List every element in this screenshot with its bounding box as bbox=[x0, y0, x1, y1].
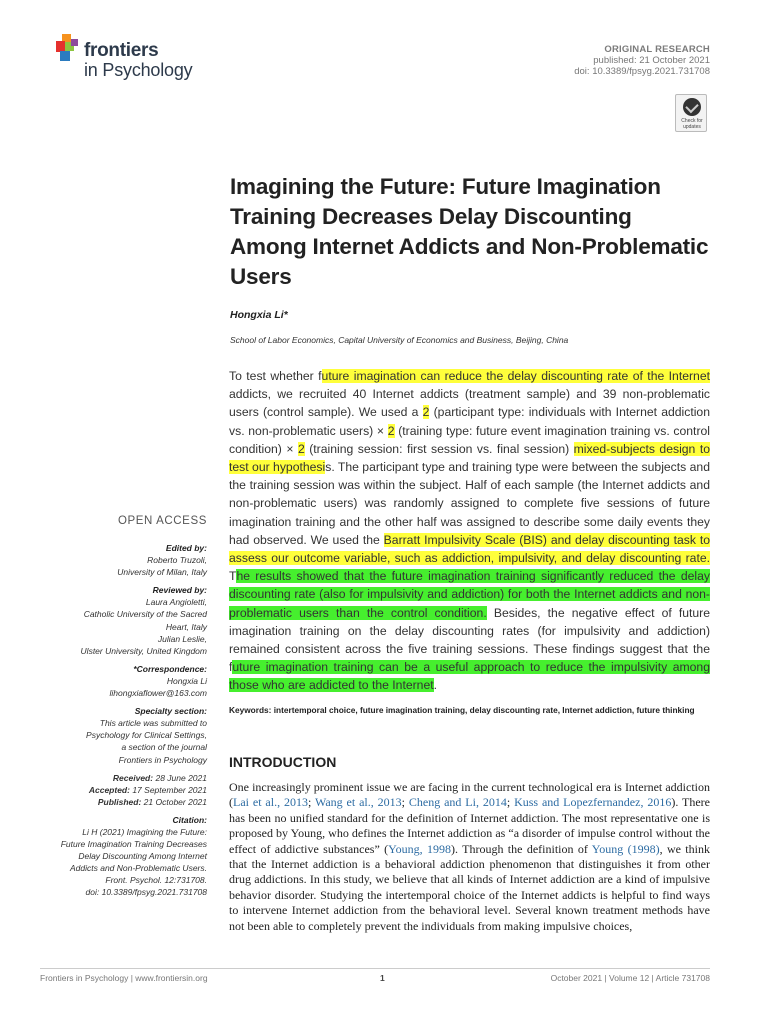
accepted-date bbox=[40, 784, 207, 796]
check-for-updates-badge[interactable] bbox=[675, 94, 707, 132]
dates-section bbox=[40, 772, 207, 808]
citation-label: Citation: bbox=[172, 814, 207, 825]
article-title: Imagining the Future: Future Imagination Training Decreases Delay Discounting Among Internet Addicts and Non-Problematic Users bbox=[230, 174, 709, 289]
highlight-yellow: 2 bbox=[422, 405, 430, 420]
introduction-body bbox=[229, 780, 710, 934]
received-date bbox=[40, 772, 207, 784]
highlight-yellow: uture imagination can reduce the delay discounting rate of the Internet bbox=[321, 369, 710, 383]
citation-doi[interactable]: doi: 10.3389/fpsyg.2021.731708 bbox=[85, 887, 207, 898]
citation-text: Front. Psychol. 12:731708. bbox=[105, 875, 207, 886]
body-text: ). There has been no unified standard for the definition of Internet addiction. The most representative one is proposed by Young, who defines the Internet addiction as “a disorder of impulse control without the effect of addictive substances” ( bbox=[229, 795, 710, 856]
abstract-text: (training session: first session vs. final session) bbox=[304, 441, 574, 456]
footer-divider bbox=[40, 968, 710, 969]
correspondence-name: Hongxia Li bbox=[166, 675, 207, 686]
accepted-value: 17 September 2021 bbox=[132, 784, 207, 795]
highlight-green: uture imagination training can be a useful approach to reduce the impulsivity among those who are addicted to the Internet bbox=[229, 660, 710, 693]
published-date: published: 21 October 2021 bbox=[593, 55, 710, 66]
correspondence-section bbox=[40, 663, 207, 699]
highlight-yellow: 2 bbox=[387, 423, 395, 438]
specialty-label: Specialty section: bbox=[134, 706, 207, 717]
citation-link[interactable]: Wang et al., 2013 bbox=[314, 795, 402, 810]
open-access-label: OPEN ACCESS bbox=[117, 515, 207, 527]
abstract-text: T bbox=[229, 569, 237, 584]
logo-word-frontiers: frontiers bbox=[84, 40, 159, 61]
highlight-yellow: Barratt Impulsivity Scale (BIS) and delay discounting task to assess our outcome variable, such as addiction, impulsivity, and delay discounting rate. bbox=[229, 532, 710, 566]
article-doi[interactable]: doi: 10.3389/fpsyg.2021.731708 bbox=[574, 66, 710, 77]
highlight-yellow: 2 bbox=[297, 441, 305, 456]
published-sidebar-date bbox=[40, 796, 207, 808]
specialty-text: Psychology for Clinical Settings, bbox=[86, 730, 207, 741]
specialty-text: Frontiers in Psychology bbox=[118, 754, 207, 765]
edited-by-section bbox=[40, 542, 207, 578]
reviewer-affiliation: Ulster University, United Kingdom bbox=[80, 645, 207, 656]
reviewed-by-label: Reviewed by: bbox=[152, 585, 207, 596]
logo-word-journal: in Psychology bbox=[84, 60, 193, 80]
received-label: Received: bbox=[112, 772, 154, 783]
reviewer-affiliation: Heart, Italy bbox=[165, 621, 207, 632]
body-text: ). Through the definition of bbox=[450, 841, 592, 856]
citation-link[interactable]: Cheng and Li, 2014 bbox=[408, 795, 507, 810]
abstract-text: (participant type: individuals with Internet addiction vs. non-problematic users) × bbox=[229, 405, 710, 438]
citation-link[interactable]: Young, 1998 bbox=[388, 841, 451, 856]
abstract bbox=[229, 367, 710, 695]
specialty-text: This article was submitted to bbox=[99, 718, 207, 729]
body-text: ; bbox=[307, 795, 315, 810]
citation-text: Delay Discounting Among Internet bbox=[78, 851, 207, 862]
check-updates-label: Check for updates bbox=[681, 118, 703, 130]
editor-affiliation: University of Milan, Italy bbox=[117, 567, 207, 578]
introduction-heading: INTRODUCTION bbox=[229, 754, 337, 770]
correspondence-email[interactable]: lihongxiaflower@163.com bbox=[109, 688, 207, 699]
published-label: Published: bbox=[97, 796, 142, 807]
author-affiliation: School of Labor Economics, Capital University of Economics and Business, Beijing, China bbox=[230, 335, 569, 345]
editor-name: Roberto Truzoli, bbox=[147, 555, 207, 566]
reviewer-affiliation: Catholic University of the Sacred bbox=[83, 609, 207, 620]
specialty-text: a section of the journal bbox=[121, 742, 207, 753]
body-text: ; bbox=[506, 795, 515, 810]
abstract-text: (training type: future event imagination training vs. control condition) × bbox=[229, 423, 710, 456]
check-updates-icon bbox=[683, 98, 701, 116]
citation-text: Future Imagination Training Decreases bbox=[60, 839, 207, 850]
reviewed-by-section bbox=[40, 584, 207, 657]
citation-link[interactable]: Kuss and Lopezfernandez, 2016 bbox=[514, 795, 672, 810]
received-value: 28 June 2021 bbox=[155, 772, 207, 783]
body-text: , we think that the Internet addiction is a behavioral addiction phenomenon that distinguishes it from other drug addictions. In this study, we believe that all kinds of Internet addiction are a kind of impulsive behavior disorder. Studying the intertemporal choice of the Internet addicts is helpful to find ways to intervene Internet addiction from the behavioral level. Several known treatment methods have not been able to completely prevent the individuals from making impulsive choices, bbox=[229, 841, 710, 933]
highlight-yellow: mixed-subjects design to test our hypothesi bbox=[229, 441, 710, 475]
correspondence-label: *Correspondence: bbox=[133, 663, 207, 674]
abstract-text: . bbox=[433, 678, 438, 693]
accepted-label: Accepted: bbox=[88, 784, 130, 795]
abstract-text: s. The participant type and training type were between the subjects and the training session was within the subject. Half of each sample (the Internet addicts and non-problematic users) was randomly assigned to complete five sessions of future imagination training and the other half was assigned to describe some daily events they had observed. We used the bbox=[229, 460, 710, 547]
abstract-text: Besides, the negative effect of future imagination training on the delay discounting rates (for impulsivity and addiction) remained consistent across the five training sessions. These findings suggest that the f bbox=[229, 605, 710, 675]
frontiers-logo-icon bbox=[56, 34, 82, 62]
abstract-text: To test whether f bbox=[229, 369, 322, 383]
specialty-section bbox=[40, 705, 207, 765]
citation-text: Li H (2021) Imagining the Future: bbox=[82, 826, 207, 837]
edited-by-label: Edited by: bbox=[165, 543, 207, 553]
citation-section bbox=[40, 814, 207, 899]
article-type: ORIGINAL RESEARCH bbox=[604, 44, 710, 55]
keywords: Keywords: intertemporal choice, future imagination training, delay discounting rate, Internet addiction, future thinking bbox=[229, 705, 695, 715]
author-name[interactable]: Hongxia Li* bbox=[230, 309, 288, 321]
journal-logo[interactable] bbox=[56, 32, 216, 82]
citation-link[interactable]: Lai et al., 2013 bbox=[233, 795, 308, 810]
body-text: ; bbox=[401, 795, 409, 810]
footer-journal[interactable]: Frontiers in Psychology | www.frontiersin.org bbox=[40, 973, 208, 983]
article-meta bbox=[574, 44, 710, 77]
reviewer-name: Laura Angioletti, bbox=[145, 597, 207, 608]
article-sidebar bbox=[40, 542, 207, 905]
footer-issue-info: October 2021 | Volume 12 | Article 731708 bbox=[550, 973, 710, 983]
page-number: 1 bbox=[380, 973, 385, 983]
highlight-green: he results showed that the future imagination training significantly reduced the delay discounting rate (also for impulsivity and addiction) for both the Internet addicts and non-problematic users than the control condition. bbox=[229, 569, 710, 620]
citation-link[interactable]: Young (1998) bbox=[591, 841, 660, 856]
published-value: 21 October 2021 bbox=[143, 796, 207, 807]
abstract-text: addicts, we recruited 40 Internet addicts (treatment sample) and 39 non-problematic users (control sample). We used a bbox=[229, 387, 710, 420]
reviewer-name: Julian Leslie, bbox=[157, 633, 207, 644]
body-text: One increasingly prominent issue we are facing in the current technological era is Internet addiction ( bbox=[229, 780, 710, 810]
citation-text: Addicts and Non-Problematic Users. bbox=[69, 863, 207, 874]
